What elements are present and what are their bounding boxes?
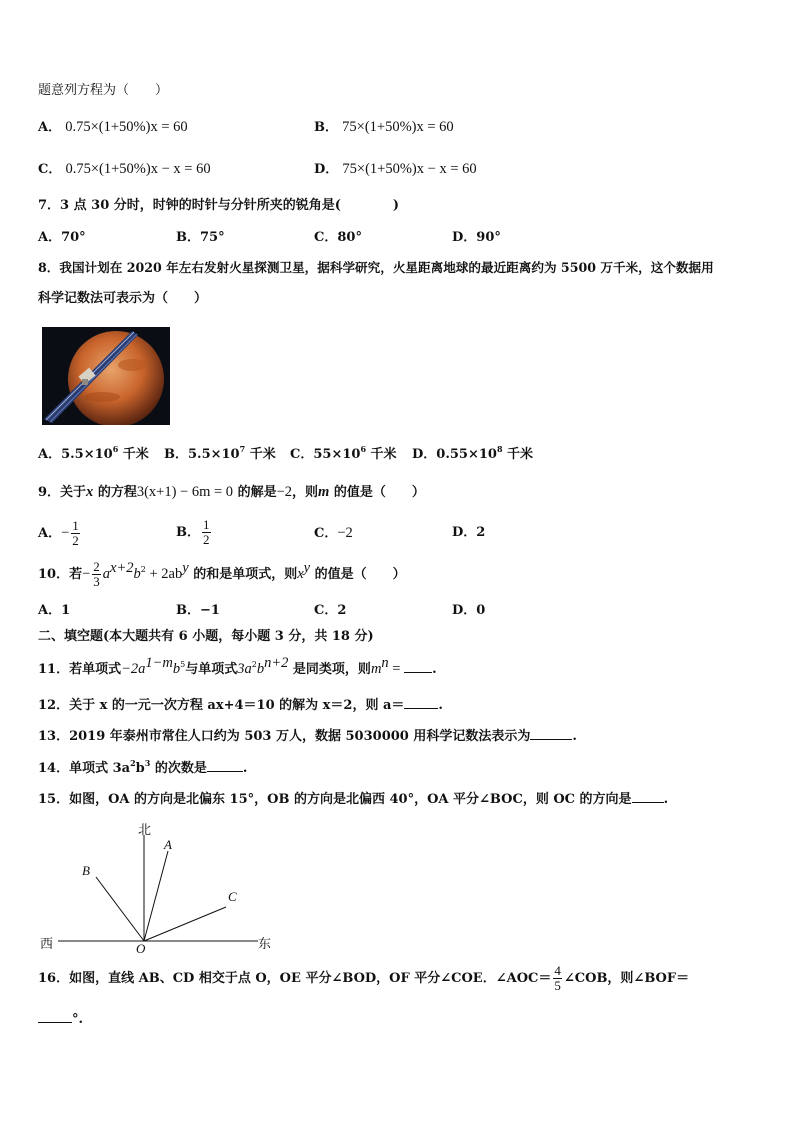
term-a: a bbox=[102, 566, 111, 582]
answer-blank[interactable] bbox=[38, 1010, 72, 1023]
answer-blank[interactable] bbox=[632, 790, 664, 803]
option-text: 70° bbox=[61, 230, 86, 245]
q9-text: 的解是 bbox=[233, 485, 277, 500]
west-label: 西 bbox=[40, 937, 54, 952]
var-y-exp: y bbox=[303, 560, 311, 576]
direction-diagram bbox=[38, 815, 278, 955]
option-letter: C． bbox=[314, 230, 338, 245]
option-letter: C． bbox=[290, 447, 314, 462]
q8-stem-line1: 8．我国计划在 2020 年左右发射火星探测卫星，据科学研究，火星距离地球的最近距离约为 5500 万千米，这个数据用 bbox=[38, 260, 714, 275]
option-letter: A． bbox=[38, 526, 62, 541]
monomial2-b: b bbox=[256, 661, 265, 677]
q9-option-a[interactable] bbox=[38, 516, 82, 551]
q12-text: 12．关于 x 的一元一次方程 ax+4＝10 的解为 x＝2，则 a＝ bbox=[38, 698, 405, 713]
q16-end: °. bbox=[72, 1012, 84, 1027]
option-letter: D． bbox=[452, 603, 477, 618]
q13-text: 13．2019 年泰州市常住人口约为 503 万人，数据 5030000 用科学记数法表示为 bbox=[38, 729, 531, 744]
term-b-exp: 2 bbox=[140, 565, 146, 574]
q15-end: . bbox=[663, 792, 669, 807]
q12-end: . bbox=[438, 698, 443, 713]
option-letter: C． bbox=[314, 526, 338, 541]
option-fraction bbox=[202, 518, 211, 547]
ray-oa bbox=[144, 851, 168, 941]
option-unit: 千米 bbox=[366, 447, 397, 462]
q13-end: . bbox=[572, 729, 577, 744]
option-text: 2 bbox=[337, 603, 347, 618]
q6-option-a[interactable] bbox=[38, 118, 188, 137]
option-text: 75° bbox=[200, 230, 225, 245]
q9-option-c[interactable] bbox=[314, 524, 353, 543]
monomial1-a-exp: 1−m bbox=[145, 655, 173, 671]
q15-stem bbox=[38, 790, 668, 809]
option-letter: B． bbox=[176, 603, 200, 618]
north-label: 北 bbox=[138, 823, 152, 838]
fraction-numerator: 1 bbox=[203, 517, 210, 532]
equals-sign: = bbox=[388, 661, 405, 677]
q8-stem-line2: 科学记数法可表示为（ ） bbox=[38, 291, 208, 306]
option-base: 55×10 bbox=[313, 447, 361, 462]
q16-fraction bbox=[553, 964, 562, 993]
option-letter: D． bbox=[314, 162, 339, 177]
q9-text: 9．关于 bbox=[38, 485, 87, 500]
q6-option-c[interactable] bbox=[38, 160, 211, 179]
q9-solution: −2 bbox=[276, 484, 293, 500]
q10-stem bbox=[38, 557, 406, 592]
q9-equation: 3(x+1) − 6m = 0 bbox=[136, 484, 234, 500]
q10-fraction bbox=[92, 560, 101, 589]
fraction-numerator: 1 bbox=[72, 518, 79, 533]
answer-blank[interactable] bbox=[530, 727, 572, 740]
monomial1-b: b bbox=[172, 661, 181, 677]
q8-option-c[interactable] bbox=[290, 446, 397, 464]
term-exp: y bbox=[182, 560, 189, 576]
q16-answer-line bbox=[38, 1010, 83, 1029]
q7-option-a[interactable] bbox=[38, 229, 86, 247]
monomial1-a: −2a bbox=[121, 661, 146, 677]
q16-text: ∠COB，则∠BOF＝ bbox=[563, 971, 690, 986]
fraction-denominator: 2 bbox=[72, 533, 79, 548]
option-base: 0.55×10 bbox=[436, 447, 497, 462]
q7-stem: 7．3 点 30 分时，时钟的时针与分针所夹的锐角是( ) bbox=[38, 198, 400, 213]
option-letter: A． bbox=[38, 230, 62, 245]
option-exp: 8 bbox=[496, 444, 503, 454]
q11-text: 是同类项，则 bbox=[288, 662, 371, 677]
q9-stem bbox=[38, 483, 425, 502]
q16-text: 16．如图，直线 AB、CD 相交于点 O，OE 平分∠BOD，OF 平分∠COE．∠AOC＝ bbox=[38, 971, 552, 986]
q15-text: 15．如图，OA 的方向是北偏东 15°，OB 的方向是北偏西 40°，OA 平分∠BOC，则 OC 的方向是 bbox=[38, 792, 632, 807]
q9-option-b[interactable] bbox=[176, 516, 213, 550]
q9-text: ，则 bbox=[292, 485, 319, 500]
option-text: −2 bbox=[337, 525, 353, 541]
q11-stem bbox=[38, 655, 437, 679]
q8-option-b[interactable] bbox=[164, 446, 276, 464]
option-text: −1 bbox=[200, 603, 220, 618]
option-text: 90° bbox=[476, 230, 501, 245]
q14-text: 14．单项式 3a bbox=[38, 761, 131, 776]
q6-option-b[interactable] bbox=[314, 118, 454, 137]
q9-text: 的值是（ ） bbox=[329, 485, 425, 500]
answer-blank[interactable] bbox=[207, 759, 243, 772]
q14-stem bbox=[38, 759, 247, 778]
option-letter: D． bbox=[452, 230, 477, 245]
q10-option-d[interactable] bbox=[452, 602, 485, 620]
fraction-denominator: 2 bbox=[203, 532, 210, 547]
monomial2-a: 3a bbox=[237, 661, 252, 677]
option-expr: 75×(1+50%)x = 60 bbox=[342, 119, 454, 135]
q10-option-a[interactable] bbox=[38, 602, 70, 620]
q11-text: 与单项式 bbox=[185, 662, 238, 677]
q13-stem bbox=[38, 727, 577, 746]
q6-option-d[interactable] bbox=[314, 160, 477, 179]
option-letter: B． bbox=[314, 120, 338, 135]
exp-a: 2 bbox=[130, 758, 136, 768]
q10-option-c[interactable] bbox=[314, 602, 346, 620]
q7-option-d[interactable] bbox=[452, 229, 501, 247]
q14-text: b bbox=[135, 761, 145, 776]
answer-blank[interactable] bbox=[404, 660, 432, 673]
option-unit: 千米 bbox=[118, 447, 149, 462]
option-text: 2 bbox=[476, 525, 486, 540]
fraction-numerator: 4 bbox=[554, 963, 561, 978]
east-label: 东 bbox=[258, 937, 272, 952]
option-expr: 0.75×(1+50%)x = 60 bbox=[65, 119, 188, 135]
var-m: m bbox=[318, 484, 330, 500]
q11-end: . bbox=[432, 662, 437, 677]
point-c-label: C bbox=[228, 889, 237, 904]
q11-text: 11．若单项式 bbox=[38, 662, 122, 677]
mars-satellite-photo bbox=[42, 327, 170, 425]
term-a-exp: x+2 bbox=[110, 560, 134, 576]
option-fraction bbox=[71, 519, 80, 548]
option-base: 5.5×10 bbox=[61, 447, 113, 462]
q10-second-term: + 2ab bbox=[145, 566, 183, 582]
fraction-numerator: 2 bbox=[93, 559, 100, 574]
fraction-denominator: 5 bbox=[554, 978, 561, 993]
option-sign: − bbox=[61, 525, 70, 541]
q8-option-d[interactable] bbox=[412, 446, 533, 464]
ray-oc bbox=[144, 907, 226, 941]
var-n-exp: n bbox=[381, 655, 389, 671]
answer-blank[interactable] bbox=[404, 696, 438, 709]
option-exp: 6 bbox=[360, 444, 367, 454]
option-letter: C． bbox=[314, 603, 338, 618]
monomial2-b-exp: n+2 bbox=[264, 655, 289, 671]
q10-text: 10．若 bbox=[38, 567, 83, 582]
q8-option-a[interactable] bbox=[38, 446, 149, 464]
q7-option-b[interactable] bbox=[176, 229, 225, 247]
option-letter: C． bbox=[38, 162, 62, 177]
ray-ob bbox=[96, 877, 144, 941]
point-b-label: B bbox=[82, 863, 90, 878]
exp-b: 3 bbox=[144, 758, 151, 768]
direction-diagram-svg bbox=[38, 815, 278, 955]
point-o-label: O bbox=[136, 941, 146, 956]
q9-text: 的方程 bbox=[93, 485, 137, 500]
q10-text: 的值是（ ） bbox=[310, 567, 406, 582]
point-a-label: A bbox=[164, 837, 172, 852]
q14-end: . bbox=[242, 761, 248, 776]
option-exp: 7 bbox=[239, 444, 246, 454]
fraction-denominator: 3 bbox=[93, 574, 100, 589]
mars-image bbox=[42, 327, 170, 425]
q14-text: 的次数是 bbox=[150, 761, 207, 776]
option-letter: B． bbox=[164, 447, 188, 462]
q10-option-b[interactable] bbox=[176, 602, 220, 620]
option-text: 0 bbox=[476, 603, 486, 618]
option-expr: 0.75×(1+50%)x − x = 60 bbox=[65, 161, 211, 177]
q16-stem bbox=[38, 962, 689, 996]
option-base: 5.5×10 bbox=[188, 447, 240, 462]
option-letter: D． bbox=[412, 447, 437, 462]
var-x: x bbox=[297, 566, 304, 582]
option-text: 80° bbox=[337, 230, 362, 245]
option-exp: 6 bbox=[112, 444, 119, 454]
q12-stem bbox=[38, 696, 443, 715]
option-unit: 千米 bbox=[245, 447, 276, 462]
monomial2-a-exp: 2 bbox=[251, 660, 257, 669]
option-letter: A． bbox=[38, 603, 62, 618]
q10-sign: − bbox=[82, 566, 91, 582]
section-heading: 二、填空题(本大题共有 6 小题，每小题 3 分，共 18 分) bbox=[38, 629, 374, 644]
option-letter: B． bbox=[176, 525, 200, 540]
term-b: b bbox=[133, 566, 141, 582]
q7-option-c[interactable] bbox=[314, 229, 362, 247]
q10-text: 的和是单项式，则 bbox=[188, 567, 298, 582]
var-m: m bbox=[370, 661, 382, 677]
monomial1-b-exp: 5 bbox=[180, 660, 186, 669]
option-letter: D． bbox=[452, 525, 477, 540]
option-letter: A． bbox=[38, 120, 62, 135]
option-letter: A． bbox=[38, 447, 62, 462]
option-text: 1 bbox=[61, 603, 71, 618]
option-letter: B． bbox=[176, 230, 200, 245]
var-x: x bbox=[86, 484, 94, 500]
q6-stem: 题意列方程为（ ） bbox=[38, 83, 169, 98]
option-expr: 75×(1+50%)x − x = 60 bbox=[342, 161, 477, 177]
q9-option-d[interactable] bbox=[452, 524, 485, 542]
option-unit: 千米 bbox=[502, 447, 534, 462]
